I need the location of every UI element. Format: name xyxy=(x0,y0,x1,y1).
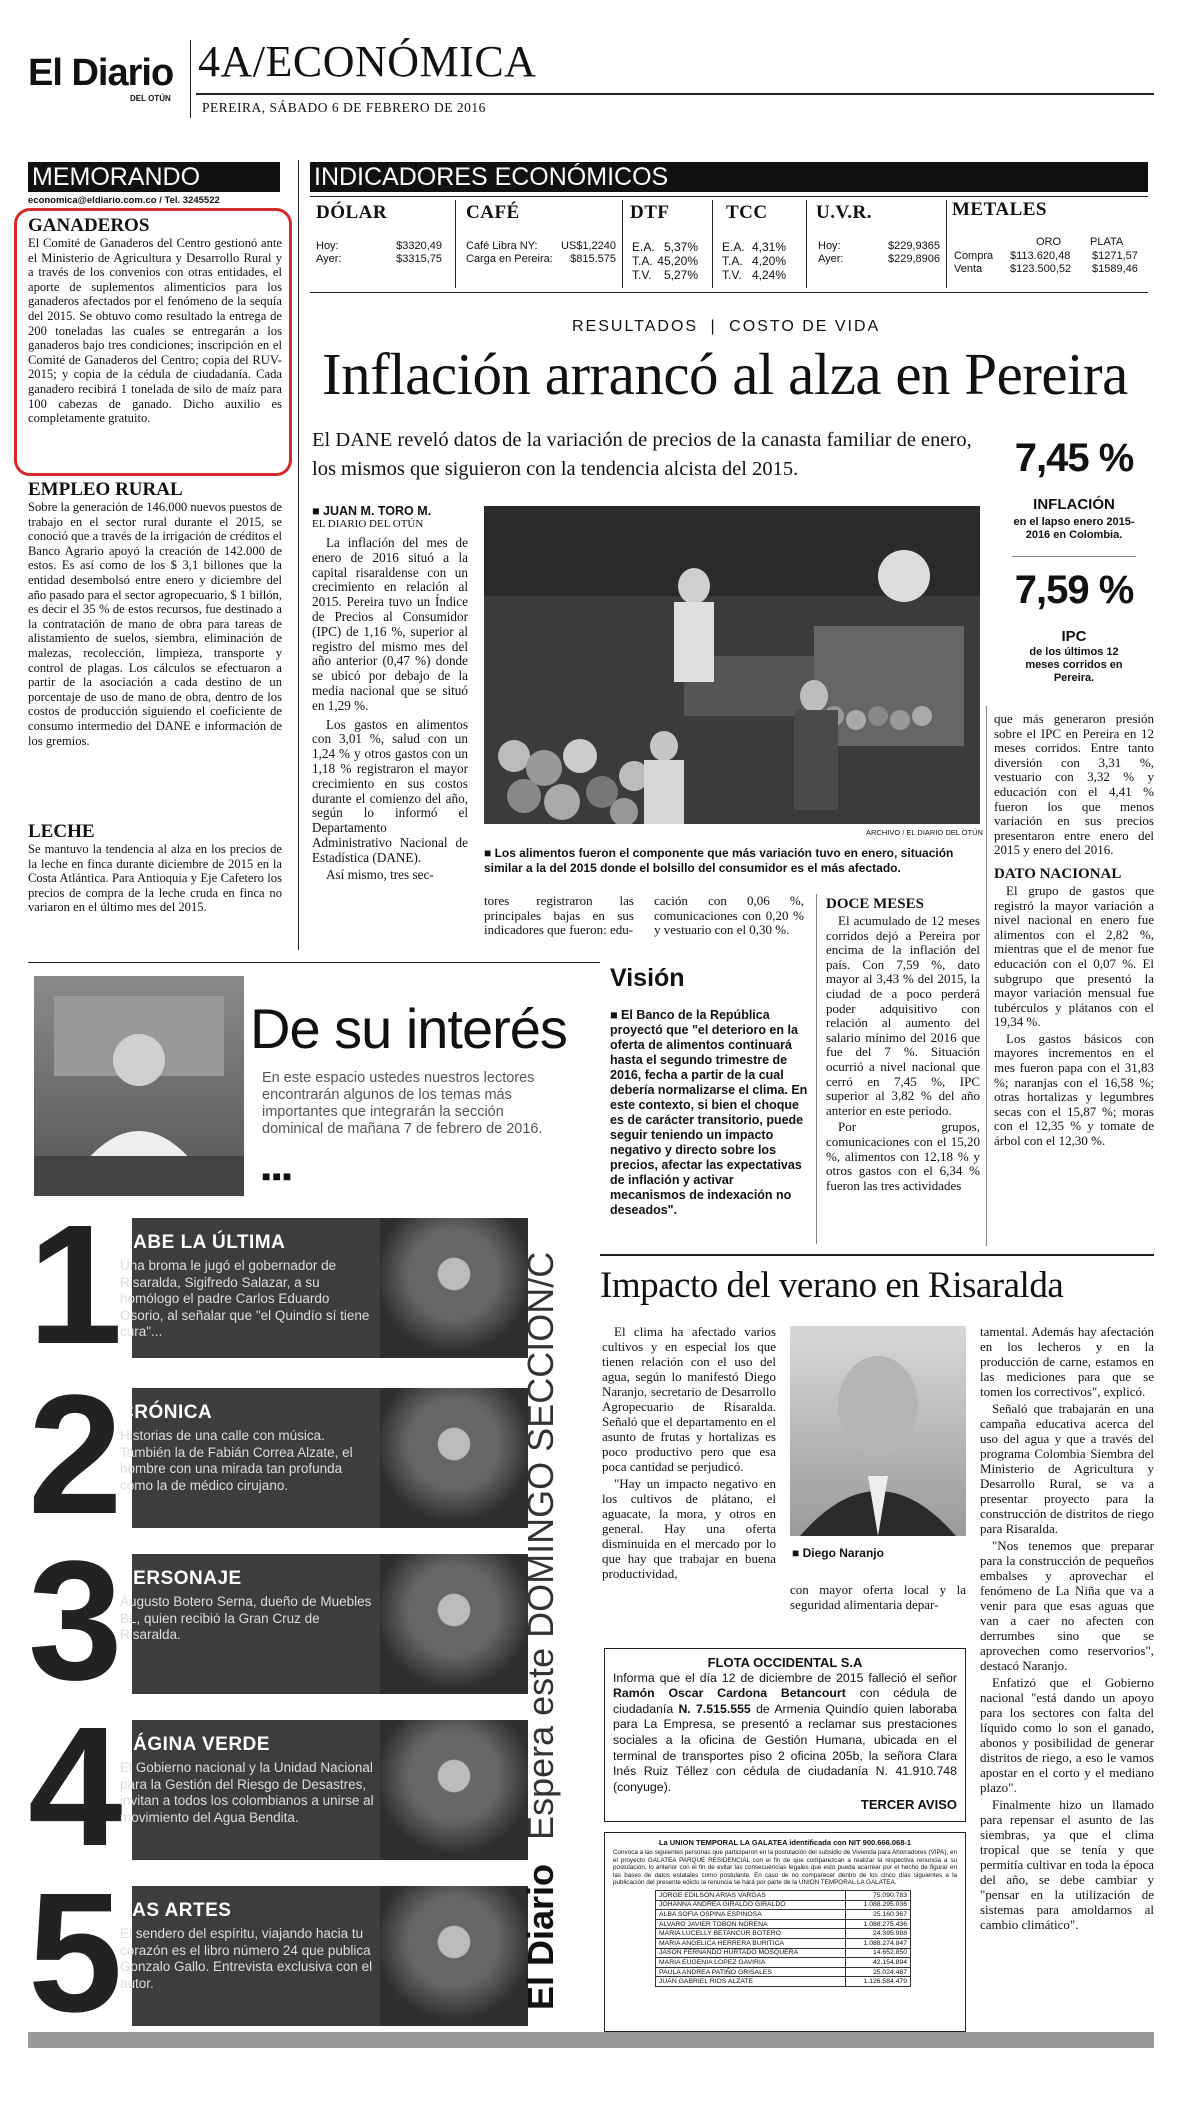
article-col1 xyxy=(312,504,468,884)
label: Venta xyxy=(954,262,983,275)
promo-dots: ■■■ xyxy=(262,1168,294,1184)
table-row xyxy=(656,1919,911,1929)
cafe-values xyxy=(466,240,616,265)
table-row xyxy=(656,1977,911,1987)
label: Café Libra NY: xyxy=(466,240,538,252)
value: 5,27% xyxy=(663,268,698,282)
memo-heading: EMPLEO RURAL xyxy=(28,479,183,500)
table-cell-id: 42.154.894 xyxy=(845,1958,910,1968)
photo-caption: ■ Los alimentos fueron el componente que más variación tuvo en enero, situación similar a la del 2015 donde el bolsillo del consumidor es el más afectado. xyxy=(484,846,954,875)
dolar-values xyxy=(316,240,442,265)
promo-number: 1 xyxy=(28,1218,123,1358)
table-cell-name: ALBA SOFIA OSPINA ESPINOSA xyxy=(656,1910,846,1920)
value: $123.500,52 xyxy=(1010,262,1072,275)
label: E.A. xyxy=(722,240,745,254)
stat-inflacion-label: INFLACIÓN xyxy=(1033,496,1115,513)
galatea-table xyxy=(655,1890,911,1987)
paragraph: Así mismo, tres sec- xyxy=(326,866,434,882)
memo-empleo xyxy=(28,480,282,750)
table-cell-id: 14.652.850 xyxy=(845,1948,910,1958)
promo-item-title: LAS ARTES xyxy=(120,1900,232,1921)
article-lede: El DANE reveló datos de la variación de precios de la canasta familiar de enero, los mismos que siguieron con la tendencia alcista del 2015. xyxy=(312,429,972,480)
metales-label: METALES xyxy=(952,199,1048,220)
table-row xyxy=(656,1910,911,1920)
byline-name: JUAN M. TORO M. xyxy=(323,504,432,518)
vertical-tagline: Espera este DOMINGO SECCIÓN/C xyxy=(520,1251,561,1840)
paragraph: que más generaron presión sobre el IPC en Pereira en 12 meses corridos. Entre tanto diversión con 3,31 %, vestuario con 3,32 % y educación con el 4,41 % fueron los que menos variación en sus precios presentaron entre enero del 2015 y enero del 2016. xyxy=(994,711,1154,858)
paragraph: Los gastos básicos con mayores incrementos en el mes fueron papa con el 31,83 %; naranjas con el 16,58 %; otras hortalizas y legumbres secas con el 15,87 %; moras con el 12,35 % y tomate de árbol con el 12,30 %. xyxy=(994,1030,1154,1149)
table-row xyxy=(656,1929,911,1939)
table-cell-id: 25.024.487 xyxy=(845,1967,910,1977)
promo-item-text: El sendero del espíritu, viajando hacia tu corazón es el libro número 24 que publica Gonzalo Gallo. Entrevista exclusiva con el autor. xyxy=(120,1926,373,1991)
doce-meses-heading: DOCE MESES xyxy=(826,896,924,912)
oro-label: ORO xyxy=(1036,236,1062,248)
market-photo-illustration xyxy=(484,506,980,824)
value: $3320,49 xyxy=(396,240,442,252)
table-cell-id: 24.395.988 xyxy=(845,1929,910,1939)
value: US$1,2240 xyxy=(560,240,616,252)
promo-item-text: Una broma le jugó el gobernador de Risaralda, Sigifredo Salazar, a su homólogo el padre Carlos Eduardo Osorio, al señalar que "el Quindío sí tiene cura"... xyxy=(120,1258,370,1339)
notice-text: Informa que el día 12 de diciembre de 2015 falleció el señor xyxy=(613,1670,957,1685)
byline-outlet: EL DIARIO DEL OTÚN xyxy=(312,518,424,530)
label: Ayer: xyxy=(818,252,844,265)
value: 4,31% xyxy=(751,240,786,254)
cafe-label: CAFÉ xyxy=(466,202,520,223)
promo-item-5[interactable] xyxy=(28,1886,528,2026)
paragraph: con mayor oferta local y la seguridad alimentaria depar- xyxy=(790,1582,966,1612)
memo-text: Se mantuvo la tendencia al alza en los precios de la leche en finca durante diciembre de 2015 en la Costa Atlántica. Para Antioquia y Eje Cafetero los precios de compra de la leche cruda en finca no variaron en el último mes del 2015. xyxy=(28,842,282,915)
notice-footer: TERCER AVISO xyxy=(860,1797,957,1813)
promo-item-1[interactable] xyxy=(28,1218,528,1358)
table-cell-name: MARIA EUGENIA LOPEZ GAVIRIA xyxy=(656,1958,846,1968)
memorando-contact: economica@eldiario.com.co / Tel. 3245522 xyxy=(28,195,220,206)
memo-text: Sobre la generación de 146.000 nuevos puestos de trabajo en el sector rural durante el 2015, se conoció que a través de la irrigación de créditos el Banco Agrario apoyó la creación de 142.000 de estos. Es así como de los $ 3,1 billones que la entidad desembolsó entre enero y diciembre del año pasado para el sector agropecuario, $ 1 billón, es decir el 35 % de estos recursos, fue destinado a la contratación de mano de obra para tareas de alistamiento de suelos, siembra, eliminación de malezas, recolección, limpieza, transporte y control de plagas. Los cálculos se efectuaron a partir de la asociación a cada destino de un porcentaje de uso de mano de obra, dentro de los costos de producción siguiendo el coeficiente de consumo intermedio del DANE e información de los gremios. xyxy=(28,500,282,748)
memo-heading: LECHE xyxy=(28,821,95,842)
table-row xyxy=(656,1967,911,1977)
diego-naranjo-photo xyxy=(790,1326,966,1536)
indicadores-header: INDICADORES ECONÓMICOS xyxy=(310,162,1148,192)
label: Hoy: xyxy=(818,240,841,252)
label: Compra xyxy=(954,250,994,262)
tcc-label: TCC xyxy=(726,202,768,223)
promo-photo-main xyxy=(34,976,244,1196)
promo-item-3[interactable] xyxy=(28,1554,528,1694)
paragraph: El grupo de gastos que registró la mayor variación a nivel nacional en enero fue alimentos con el 2,82 %, mientras que el de menor fue educación con el 0,07 %. El subgrupo que presentó la mayor variación mensual fue tubérculos y plátanos con el 19,34 %. xyxy=(994,882,1154,1030)
table-cell-name: MARIA ANGELICA HERRERA BURITICA xyxy=(656,1938,846,1948)
table-cell-id: 25.160.367 xyxy=(845,1910,910,1920)
promo-item-photo xyxy=(380,1720,528,1860)
table-cell-name: JOHANNA ANDREA GIRALDO GIRALDO xyxy=(656,1900,846,1910)
paragraph: tores registraron las principales bajas en sus indicadores que fueron: edu- xyxy=(484,893,634,938)
section-title: 4A/ECONÓMICA xyxy=(198,37,537,86)
plata-label: PLATA xyxy=(1090,236,1124,248)
article-col3 xyxy=(654,894,804,940)
label: E.A. xyxy=(632,240,655,254)
promo-item-title: SABE LA ÚLTIMA xyxy=(120,1232,286,1253)
value: $1271,57 xyxy=(1092,250,1138,262)
article-col2 xyxy=(484,894,634,940)
logo-subtitle: DEL OTÚN xyxy=(130,94,171,103)
value: $1589,46 xyxy=(1092,262,1138,275)
verano-col1 xyxy=(602,1324,776,1583)
galatea-body: Convoca a las siguientes personas que participaron en la postulación del subsidio de Vivienda para Ahorradores (VIPA), en el proyecto GALATEA PARQUE RESIDENCIAL con el fin de que comparezcan a realizar la respectiva renuncia a su postulación, lo anterior con el fin de evitar las consecuencias legales que esto pueda acarrear por el hecho de figurar en las bases de datos estatales como postulante. En caso de no comparecer dentro de los cinco días siguientes a la publicación del presente edicto la renuncia se hará por parte de la UNION TEMPORAL LA GALATEA. xyxy=(613,1849,957,1887)
notice-body xyxy=(613,1671,957,1796)
promo-intro: En este espacio ustedes nuestros lectores encontrarán algunos de los temas más importantes que integrarán la sección dominical de mañana 7 de febrero de 2016. xyxy=(262,1070,543,1137)
promo-number: 3 xyxy=(28,1554,123,1694)
promo-item-photo xyxy=(380,1886,528,2026)
vision-quote: El Banco de la República proyectó que "el deterioro en la oferta de alimentos continuará hasta el segundo trimestre de 2016, fecha a partir de la cual debería normalizarse el clima. En este contexto, si bien el choque es de carácter transitorio, puede seguir teniendo un impacto negativo y directo sobre los precios, afectar las expectativas de inflación y activar mecanismos de indexación no deseados". xyxy=(610,1008,808,1217)
promo-item-photo xyxy=(380,1218,528,1358)
stat-ipc-sub: de los últimos 12 meses corridos en Pereira. xyxy=(1025,646,1123,684)
table-cell-id: 1.088.274.847 xyxy=(845,1938,910,1948)
tcc-values xyxy=(722,240,786,282)
label: T.V. xyxy=(722,268,742,282)
paragraph: "Nos tenemos que preparar para la construcción de pequeños embalses y aprovechar el fenómeno de La Niña que va a venir para que esas aguas que van a caer no afecten con derrumbes sino que se aprovechen como reservorios", destacó Naranjo. xyxy=(980,1538,1154,1673)
value: $815.575 xyxy=(570,252,616,265)
table-cell-name: MARIA LUCELLY BETANCUR BOTERO xyxy=(656,1929,846,1939)
table-cell-name: JASON FERNANDO HURTADO MOSQUERA xyxy=(656,1948,846,1958)
caption-text: Los alimentos fueron el componente que más variación tuvo en enero, situación similar a la del 2015 donde el bolsillo del consumidor es el más afectado. xyxy=(484,846,954,875)
newspaper-logo: El Diario xyxy=(28,52,174,94)
flota-notice xyxy=(604,1648,966,1822)
promo-item-text: Historias de una calle con música. También la de Fabián Correa Alzate, el hombre con una mirada tan profunda como la de médico cirujano. xyxy=(120,1428,353,1493)
table-cell-id: 1.088.275.436 xyxy=(845,1919,910,1929)
table-row xyxy=(656,1890,911,1900)
promo-item-photo xyxy=(380,1388,528,1528)
label: Carga en Pereira: xyxy=(466,252,553,265)
notice-title: FLOTA OCCIDENTAL S.A xyxy=(707,1655,863,1670)
promo-item-text: Augusto Botero Serna, dueño de Muebles BL, quien recibió la Gran Cruz de Risaralda. xyxy=(120,1594,372,1642)
memo-heading: GANADEROS xyxy=(28,215,150,236)
paragraph: Señaló que trabajarán en una campaña educativa acerca del uso del agua y que a través del programa Colombia Siembra del Ministerio de Agricultura y Desarrollo Rural, se va a presentar proyecto para la construcción de distritos de riego para Risaralda. xyxy=(980,1401,1154,1536)
kicker: RESULTADOS | COSTO DE VIDA xyxy=(572,318,881,335)
label: Hoy: xyxy=(316,240,339,252)
value: $3315,75 xyxy=(396,252,442,265)
notice-id: N. 7.515.555 xyxy=(678,1701,751,1716)
stat-inflacion-sub: en el lapso enero 2015-2016 en Colombia. xyxy=(1013,516,1135,541)
photo-credit: ARCHIVO / EL DIARIO DEL OTÚN xyxy=(866,828,983,837)
verano-col2 xyxy=(790,1582,966,1614)
promo-number: 5 xyxy=(28,1886,123,2026)
table-cell-id: 1.126.584.479 xyxy=(845,1977,910,1987)
paragraph: Los gastos en alimentos con 3,01 %, salud con un 1,24 % y otros gastos con un 1,18 % registraron el mayor crecimiento en sus costos durante el comienzo del año, según lo informó el Departamento Administrativo Nacional de Estadística (DANE). xyxy=(312,716,468,865)
dtf-values xyxy=(632,240,698,282)
notice-text: de Armenia Quindío quien laboraba para La Empresa, se presentó a reclamar sus prestaciones sociales a la oficina de Gestión Humana, ubicada en el terminal de transportes piso 2 oficina 205b, la señora Clara Inés Ruiz Téllez con cédula de ciudadanía N. 41.910.748 (conyuge). xyxy=(613,1701,958,1794)
value: $229,8906 xyxy=(888,252,940,265)
promo-item-photo xyxy=(380,1554,528,1694)
memo-leche xyxy=(28,822,282,917)
paragraph: tamental. Además hay afectación en los lecheros y en la producción de carne, estamos en las mediciones para que se tomen los correctivos", explicó. xyxy=(980,1324,1154,1399)
label: T.A. xyxy=(722,254,743,268)
promo-item-title: PERSONAJE xyxy=(120,1568,242,1589)
dolar-label: DÓLAR xyxy=(316,202,388,223)
article-doce-col xyxy=(826,894,980,1195)
kicker-right: COSTO DE VIDA xyxy=(729,318,881,335)
value: 4,24% xyxy=(751,268,786,282)
value: $113.620,48 xyxy=(1010,250,1071,262)
paragraph: Finalmente hizo un llamado para repensar el asunto de las siembras, ya que el clima tropical que se tenía y que permitía cultivar en toda la época del año, se debe cambiar y "pensar en la utilización de sistemas para amoldarnos al cambio climático". xyxy=(980,1797,1154,1932)
label: T.A. xyxy=(632,254,653,268)
vision-text: ■ El Banco de la República proyectó que "el deterioro en la oferta de alimentos continuará hasta el segundo trimestre de 2016, fecha a partir de la cual debería normalizarse el clima. En este contexto, si bien el choque es de carácter transitorio, puede seguir teniendo un impacto negativo y directo sobre los precios, afectar las expectativas de inflación y activar mecanismos de indexación no deseados". xyxy=(610,1008,808,1217)
memorando-header: MEMORANDO xyxy=(28,162,280,192)
notice-name: Ramón Oscar Cardona Betancourt xyxy=(613,1686,846,1701)
paragraph: La inflación del mes de enero de 2016 situó a la capital risaraldense con un crecimiento en relación al 2015. Pereira tuvo un Índice de Precios al Consumidor (IPC) de 1,16 %, superior al registro del mismo mes del año anterior (0,47 %) donde se ubicó por debajo de la media nacional que se situó en 1,29 %. xyxy=(312,535,468,713)
promo-vertical-text xyxy=(520,1130,562,2010)
photo-caption-naranjo: ■ Diego Naranjo xyxy=(792,1546,884,1560)
value: 45,20% xyxy=(657,254,698,268)
memo-text: El Comité de Ganaderos del Centro gestionó ante el Ministerio de Agricultura y Desarrollo Rural y a través de los convenios con otras entidades, el aporte de suplementos alimenticios para los ganaderos afectados por el fenómeno de la sequía del 2015. Se obtuvo como resultado la entrega de 200 toneladas las cuales se entregarán a los ganaderos bajo tres condiciones; inscripción en el Comité de Ganaderos del Centro; copia del RUV-2015; y copia de la cédula de ciudadanía. Cada ganadero recibirá 1 tonelada de silo de maíz para 100 cabezas de ganado. Dicho auxilio es completamente gratuito. xyxy=(28,236,282,426)
dato-nacional-heading: DATO NACIONAL xyxy=(994,865,1122,882)
table-cell-name: JUAN GABRIEL RIOS ALZATE xyxy=(656,1977,846,1987)
promo-item-4[interactable] xyxy=(28,1720,528,1860)
stat-ipc-value: 7,59 % xyxy=(1014,568,1134,612)
value: 5,37% xyxy=(663,240,698,254)
table-cell-name: JORGE EDILSON ARIAS VARGAS xyxy=(656,1890,846,1900)
table-row xyxy=(656,1938,911,1948)
byline: ■ JUAN M. TORO M. xyxy=(312,504,432,518)
table-row xyxy=(656,1948,911,1958)
caption-text: Diego Naranjo xyxy=(802,1546,884,1560)
article-right-col xyxy=(994,712,1154,1151)
label: Ayer: xyxy=(316,252,342,265)
market-photo xyxy=(484,506,980,824)
paragraph: "Hay un impacto negativo en los cultivos de plátano, el aguacate, la mora, y otros en general. Hay una oferta disminuida en el mercado por lo que hay que trabajar en buena productividad, xyxy=(602,1476,776,1581)
vertical-logo: El Diario xyxy=(520,1863,561,2010)
paragraph: cación con 0,06 %, comunicaciones con 0,20 % y vestuario con el 0,30 %. xyxy=(654,893,804,938)
notice-text: con cédula de ciudadanía xyxy=(613,1686,958,1716)
metales-values xyxy=(954,250,1150,275)
dtf-label: DTF xyxy=(630,202,670,223)
promo-title: De su interés xyxy=(250,997,567,1060)
paragraph: Enfatizó que el Gobierno nacional "está dando un apoyo para los sectores con falta del líquido como lo son el ganado, abonos y posibilidad de generar distritos de riego, a eso le vamos apostar en el corto y el mediano plazo". xyxy=(980,1675,1154,1795)
vision-title: Visión xyxy=(610,964,685,992)
uvr-values xyxy=(818,240,940,265)
kicker-left: RESULTADOS xyxy=(572,318,699,335)
stat-inflacion-value: 7,45 % xyxy=(1014,436,1134,480)
value: 4,20% xyxy=(751,254,786,268)
table-cell-id: 1.088.295.036 xyxy=(845,1900,910,1910)
memo-ganaderos xyxy=(28,216,282,428)
person-illustration xyxy=(34,976,244,1196)
dateline: PEREIRA, SÁBADO 6 DE FEBRERO DE 2016 xyxy=(202,100,486,115)
table-cell-name: PAULA ANDREA PATIÑO GRISALES xyxy=(656,1967,846,1977)
article-headline: Inflación arrancó al alza en Pereira xyxy=(322,341,1128,407)
promo-item-text: El Gobierno nacional y la Unidad Nacional para la Gestión del Riesgo de Desastres, invitan a todos los colombianos a unirse al movimiento del Agua Bendita. xyxy=(120,1760,374,1825)
promo-number: 4 xyxy=(28,1720,123,1860)
verano-headline: Impacto del verano en Risaralda xyxy=(600,1265,1064,1306)
table-row xyxy=(656,1900,911,1910)
paragraph: Por grupos, comunicaciones con el 15,20 %, alimentos con 12,18 % y otros gastos con el 6,34 % fueron las tres actividades xyxy=(826,1119,980,1193)
paragraph: El acumulado de 12 meses corridos dejó a Pereira por encima de la inflación del país. Con 7,59 %, dato mayor al 3,43 % del 2015, la ciudad de a poco perderá poder adquisitivo con relación al aumento del salario mínimo del 2016 que fue del 7 %. Situación ocurrió a nivel nacional que cerró en 7,45 %, IPC superior al 3,82 % del año anterior en este periodo. xyxy=(826,913,980,1118)
paragraph: El clima ha afectado varios cultivos y en especial los que tienen relación con el uso del agua, según lo manifestó Diego Naranjo, secretario de Desarrollo Agropecuario de Risaralda. Señaló que el departamento en el asunto de frutas y hortalizas es poco productivo pero que esa poca cantidad se perjudicó. xyxy=(602,1324,776,1474)
portrait-illustration xyxy=(790,1326,966,1536)
label: T.V. xyxy=(632,268,652,282)
value: $229,9365 xyxy=(888,240,940,252)
galatea-notice xyxy=(604,1832,966,2032)
promo-number: 2 xyxy=(28,1388,123,1528)
table-cell-id: 75.090.783 xyxy=(845,1890,910,1900)
galatea-title: La UNION TEMPORAL LA GALATEA identificada con NIT 900.666.068-1 xyxy=(658,1838,912,1847)
table-row xyxy=(656,1958,911,1968)
verano-col3 xyxy=(980,1324,1154,1934)
promo-item-2[interactable] xyxy=(28,1388,528,1528)
uvr-label: U.V.R. xyxy=(816,202,872,223)
stat-ipc-label: IPC xyxy=(1061,628,1087,645)
promo-item-title: PÁGINA VERDE xyxy=(120,1734,270,1755)
table-cell-name: ALVARO JAVIER TOBON NORENA xyxy=(656,1919,846,1929)
promo-item-title: CRÓNICA xyxy=(120,1402,213,1423)
